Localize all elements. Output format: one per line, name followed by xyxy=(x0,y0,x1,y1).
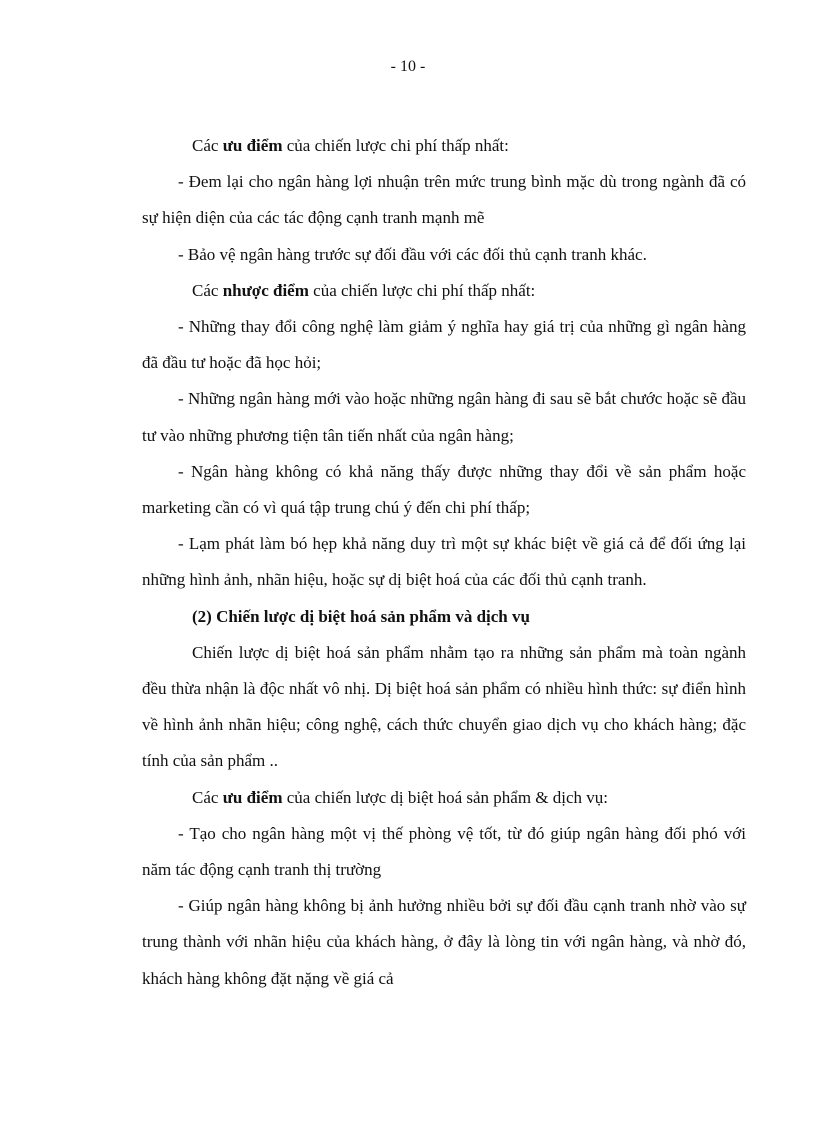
advantages-intro-low-cost xyxy=(142,128,746,164)
disadvantages-keyword: nhược điểm xyxy=(222,280,309,300)
disadvantages-intro-low-cost xyxy=(142,273,746,309)
list-item-disadvantage-inflation: - Lạm phát làm bó hẹp khả năng duy trì một sự khác biệt về giá cả để đối ứng lại những hình ảnh, nhãn hiệu, hoặc sự dị biệt hoá của các đối thủ cạnh tranh. xyxy=(142,534,746,590)
list-item-advantage-protection: - Bảo vệ ngân hàng trước sự đối đầu với các đối thủ cạnh tranh khác. xyxy=(178,244,647,264)
advantages-intro-differentiation xyxy=(142,780,746,816)
list-item-advantage-profit: - Đem lại cho ngân hàng lợi nhuận trên mức trung bình mặc dù trong ngành đã có sự hiện diện của các tác động cạnh tranh mạnh mẽ xyxy=(142,172,746,228)
advantages-keyword: ưu điểm xyxy=(222,136,283,155)
page-number: - 10 - xyxy=(390,58,426,75)
list-item-disadvantage-imitation: - Những ngân hàng mới vào hoặc những ngân hàng đi sau sẽ bắt chước hoặc sẽ đầu tư vào những phương tiện tân tiến nhất của ngân hàng; xyxy=(142,389,746,445)
advantages-intro-prefix: Các xyxy=(192,787,223,807)
list-item-advantage-defense: - Tạo cho ngân hàng một vị thế phòng vệ tốt, từ đó giúp ngân hàng đối phó với năm tác động cạnh tranh thị trường xyxy=(142,823,746,880)
advantages-intro-prefix: Các xyxy=(192,136,223,155)
disadvantages-intro-suffix: của chiến lược chi phí thấp nhất: xyxy=(308,280,536,300)
section-heading-differentiation: (2) Chiến lược dị biệt hoá sản phẩm và dịch vụ xyxy=(192,606,530,626)
list-item-disadvantage-marketing: - Ngân hàng không có khả năng thấy được những thay đổi về sản phẩm hoặc marketing cần có vì quá tập trung chú ý đến chi phí thấp; xyxy=(142,461,746,518)
advantages-intro-suffix: của chiến lược dị biệt hoá sản phẩm & dịch vụ: xyxy=(282,787,609,807)
body-text xyxy=(142,128,746,997)
differentiation-paragraph: Chiến lược dị biệt hoá sản phẩm nhằm tạo ra những sản phẩm mà toàn ngành đều thừa nhận là độc nhất vô nhị. Dị biệt hoá sản phẩm có nhiều hình thức: sự điển hình về hình ảnh nhãn hiệu; công nghệ, cách thức chuyển giao dịch vụ cho khách hàng; đặc tính của sản phẩm .. xyxy=(142,642,746,771)
list-item-disadvantage-technology: - Những thay đổi công nghệ làm giảm ý nghĩa hay giá trị của những gì ngân hàng đã đầu tư hoặc đã học hỏi; xyxy=(142,317,746,373)
advantages-intro-suffix: của chiến lược chi phí thấp nhất: xyxy=(282,136,509,155)
disadvantages-intro-prefix: Các xyxy=(192,280,223,300)
list-item-advantage-loyalty: - Giúp ngân hàng không bị ảnh hưởng nhiều bởi sự đối đầu cạnh tranh nhờ vào sự trung thành với nhãn hiệu của khách hàng, ở đây là lòng tin với ngân hàng, và nhờ đó, khách hàng không đặt nặng về giá cả xyxy=(142,896,746,988)
advantages-keyword: ưu điểm xyxy=(222,787,283,807)
